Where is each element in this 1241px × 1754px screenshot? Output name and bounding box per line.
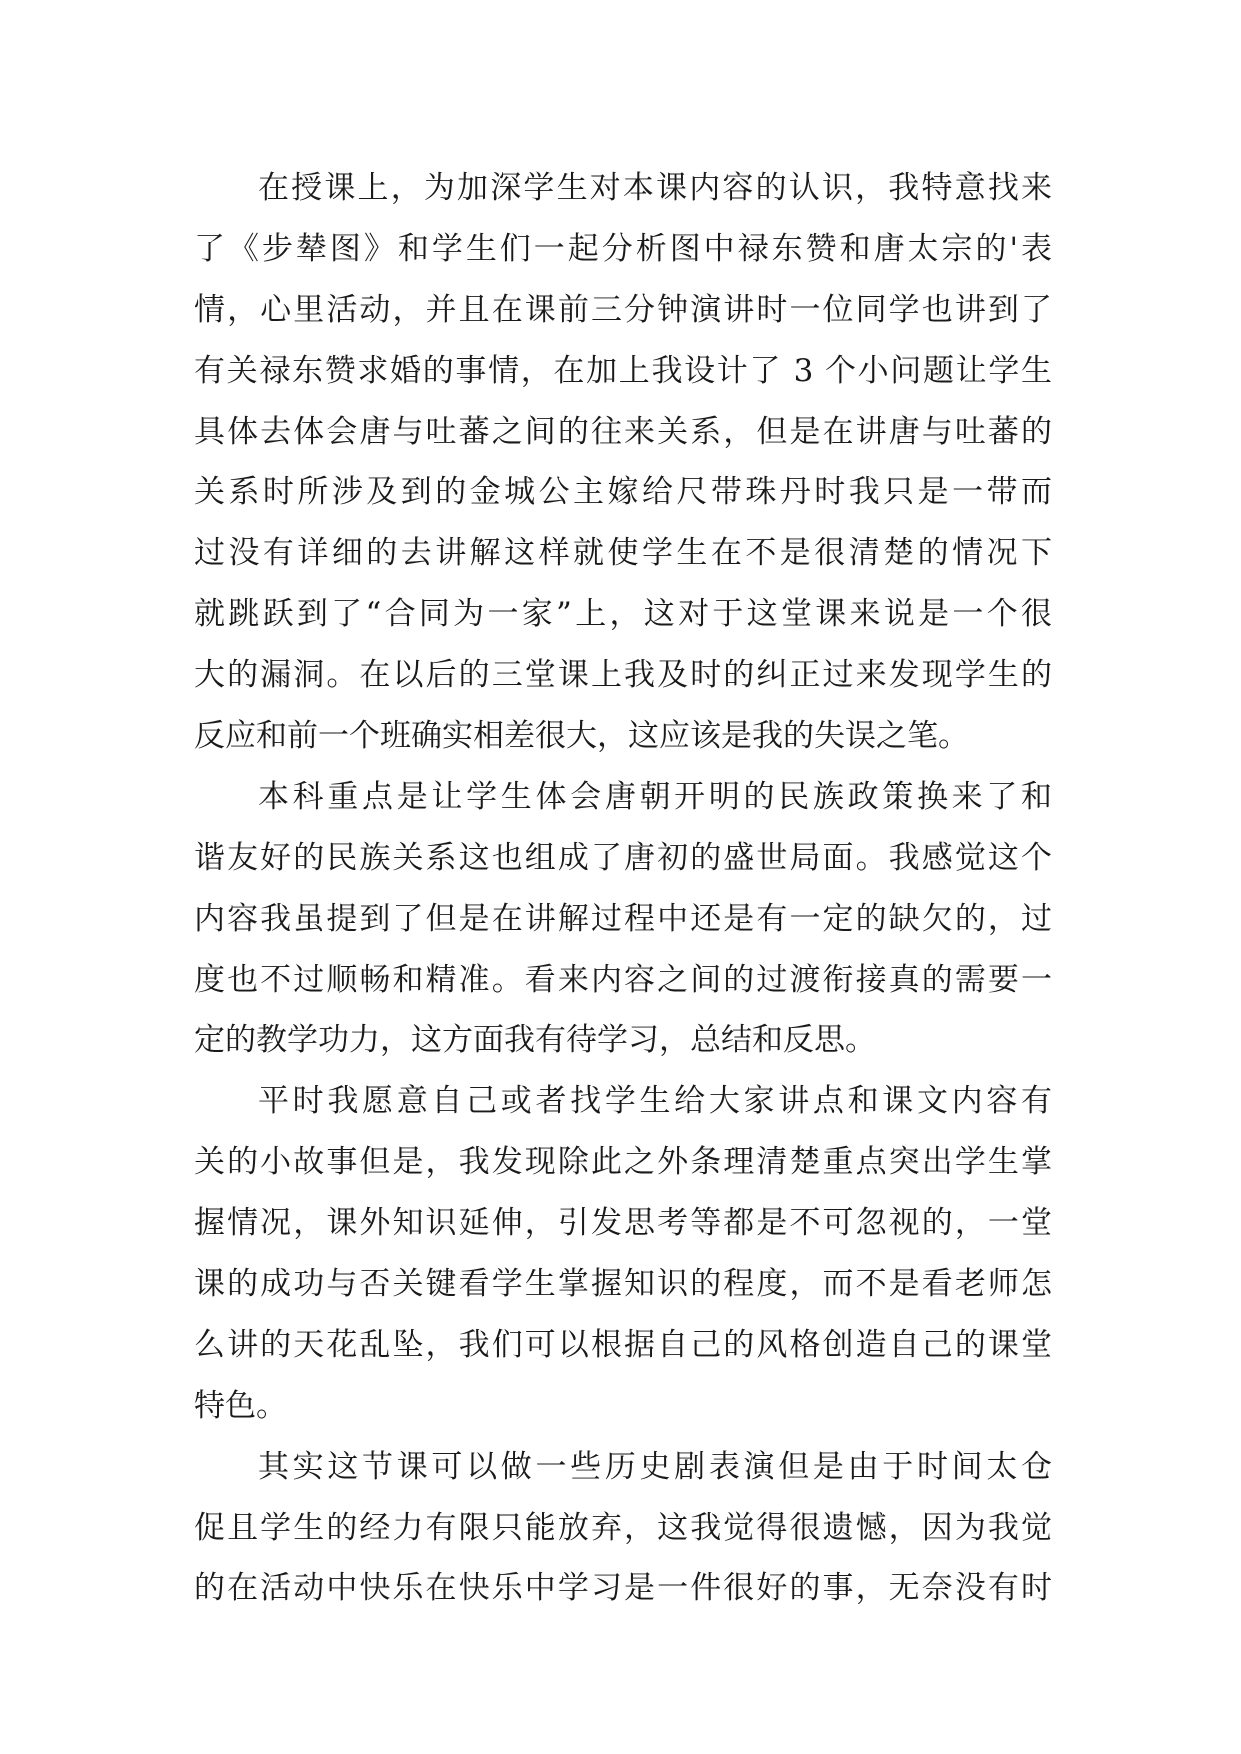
text-line: 么讲的天花乱坠，我们可以根据自己的风格创造自己的课堂 (194, 1326, 1052, 1363)
text-line: 度也不过顺畅和精准。看来内容之间的过渡衔接真的需要一 (194, 961, 1052, 998)
text-line: 情，心里活动，并且在课前三分钟演讲时一位同学也讲到了 (194, 291, 1052, 328)
text-line: 促且学生的经力有限只能放弃，这我觉得很遗憾，因为我觉 (194, 1509, 1052, 1546)
text-line: 谐友好的民族关系这也组成了唐初的盛世局面。我感觉这个 (194, 839, 1052, 876)
paragraph-3 (194, 1071, 1052, 1436)
text-line: 反应和前一个班确实相差很大，这应该是我的失误之笔。 (194, 718, 969, 755)
paragraph-2 (194, 767, 1052, 1071)
text-line: 课的成功与否关键看学生掌握知识的程度，而不是看老师怎 (194, 1266, 1052, 1303)
text-line: 其实这节课可以做一些历史剧表演但是由于时间太仓 (258, 1448, 1052, 1485)
text-line: 定的教学功力，这方面我有待学习，总结和反思。 (194, 1022, 876, 1059)
text-line: 本科重点是让学生体会唐朝开明的民族政策换来了和 (258, 778, 1052, 815)
paragraph-4 (194, 1437, 1052, 1620)
text-line: 关系时所涉及到的金城公主嫁给尺带珠丹时我只是一带而 (194, 474, 1052, 511)
text-line: 平时我愿意自己或者找学生给大家讲点和课文内容有 (258, 1083, 1052, 1120)
text-line: 特色。 (194, 1387, 287, 1424)
text-line: 过没有详细的去讲解这样就使学生在不是很清楚的情况下 (194, 535, 1052, 572)
text-line: 的在活动中快乐在快乐中学习是一件很好的事，无奈没有时 (194, 1570, 1052, 1607)
document-body (194, 158, 1052, 1619)
text-line: 大的漏洞。在以后的三堂课上我及时的纠正过来发现学生的 (194, 657, 1052, 694)
text-line: 具体去体会唐与吐蕃之间的往来关系，但是在讲唐与吐蕃的 (194, 413, 1052, 450)
text-line: 就跳跃到了“合同为一家”上，这对于这堂课来说是一个很 (194, 596, 1052, 633)
text-line: 有关禄东赞求婚的事情，在加上我设计了 3 个小问题让学生 (194, 352, 1052, 389)
paragraph-1 (194, 158, 1052, 767)
text-line: 关的小故事但是，我发现除此之外条理清楚重点突出学生掌 (194, 1144, 1052, 1181)
text-line: 握情况，课外知识延伸，引发思考等都是不可忽视的，一堂 (194, 1205, 1052, 1242)
text-line: 内容我虽提到了但是在讲解过程中还是有一定的缺欠的，过 (194, 900, 1052, 937)
text-line: 了《步辇图》和学生们一起分析图中禄东赞和唐太宗的'表 (194, 230, 1052, 267)
text-line: 在授课上，为加深学生对本课内容的认识，我特意找来 (258, 170, 1052, 206)
